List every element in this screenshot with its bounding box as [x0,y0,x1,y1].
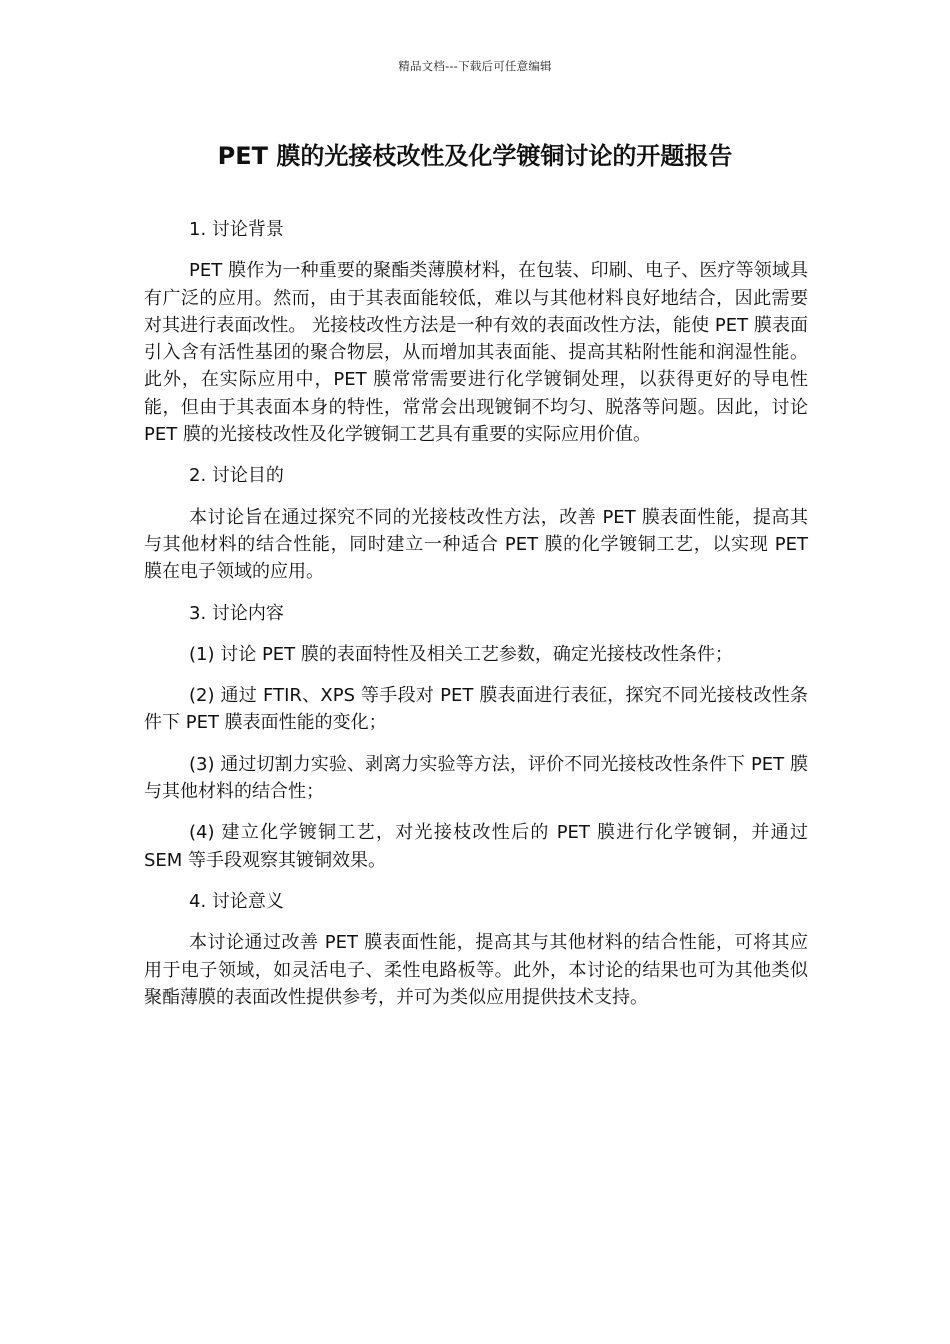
paragraph-purpose: 本讨论旨在通过探究不同的光接枝改性方法，改善 PET 膜表面性能，提高其与其他材料的结合性能，同时建立一种适合 PET 膜的化学镀铜工艺，以实现 PET 膜在电子领域的应用。 [144,506,808,583]
content-item-4: (4) 建立化学镀铜工艺，对光接枝改性后的 PET 膜进行化学镀铜，并通过 SEM 等手段观察其镀铜效果。 [144,822,808,871]
document-body [144,216,808,1025]
content-item-2: (2) 通过 FTIR、XPS 等手段对 PET 膜表面进行表征，探究不同光接枝改性条件下 PET 膜表面性能的变化； [144,685,808,734]
content-item-1: (1) 讨论 PET 膜的表面特性及相关工艺参数，确定光接枝改性条件； [189,643,733,665]
document-title: PET 膜的光接枝改性及化学镀铜讨论的开题报告 [217,142,733,170]
section-heading-significance: 4. 讨论意义 [189,890,284,912]
section-heading-content: 3. 讨论内容 [189,602,284,624]
paragraph-background: PET 膜作为一种重要的聚酯类薄膜材料，在包装、印刷、电子、医疗等领域具有广泛的应用。然而，由于其表面能较低，难以与其他材料良好地结合，因此需要对其进行表面改性。 光接枝改性方法是一种有效的表面改性方法，能使 PET 膜表面引入含有活性基团的聚合物层，从而增加其表面能、提高其粘附性能和润湿性能。此外，在实际应用中，PET 膜常常需要进行化学镀铜处理，以获得更好的导电性能，但由于其表面本身的特性，常常会出现镀铜不均匀、脱落等问题。因此，讨论 PET 膜的光接枝改性及化学镀铜工艺具有重要的实际应用价值。 [144,260,808,446]
paragraph-significance: 本讨论通过改善 PET 膜表面性能，提高其与其他材料的结合性能，可将其应用于电子领域，如灵活电子、柔性电路板等。此外，本讨论的结果也可为其他类似聚酯薄膜的表面改性提供参考，并可为类似应用提供技术支持。 [144,932,808,1008]
content-item-3: (3) 通过切割力实验、剥离力实验等方法，评价不同光接枝改性条件下 PET 膜与其他材料的结合性； [144,753,808,803]
section-heading-purpose: 2. 讨论目的 [189,465,284,487]
section-heading-background: 1. 讨论背景 [189,219,284,240]
page-header-note: 精品文档---下载后可任意编辑 [398,59,552,73]
